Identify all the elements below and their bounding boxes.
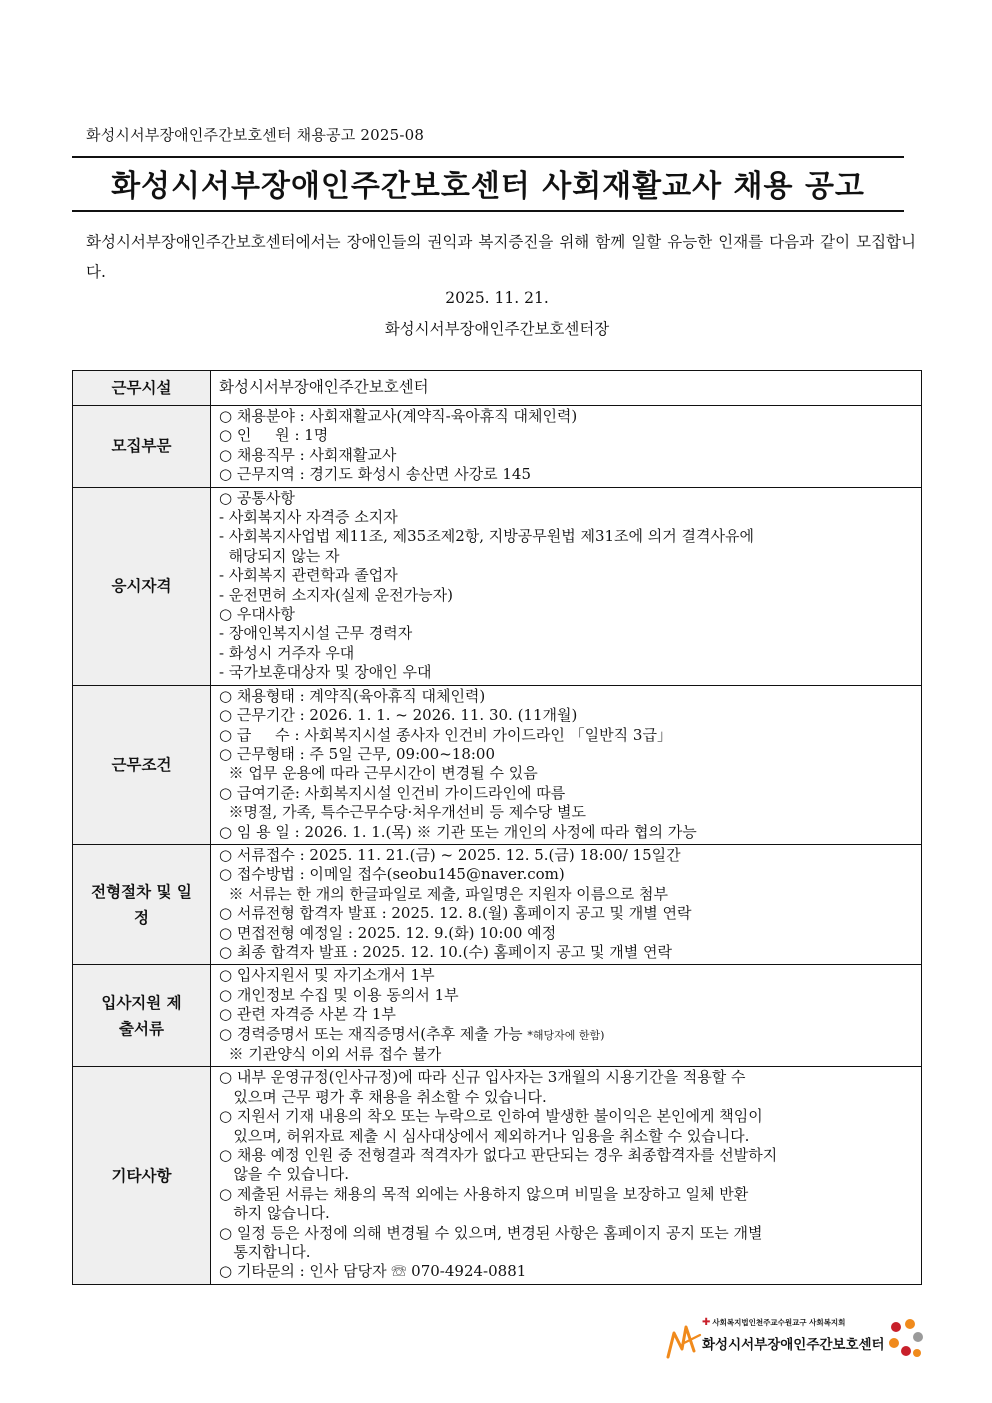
qualification-line: - 장애인복지시설 근무 경력자 — [219, 624, 413, 643]
issuer-name: 화성시서부장애인주간보호센터장 — [384, 320, 610, 338]
qualification-line: - 국가보훈대상자 및 장애인 우대 — [219, 663, 432, 682]
career-certificate-note: *해당자에 한함) — [527, 1028, 605, 1042]
table-row-documents — [73, 965, 922, 1067]
title-bottom-rule — [72, 210, 904, 212]
footer-organization — [664, 1313, 926, 1361]
page-title: 화성시서부장애인주간보호센터 사회재활교사 채용 공고 — [111, 169, 865, 204]
table-row-recruitment — [73, 406, 922, 488]
misc-line: 하지 않습니다. — [219, 1204, 330, 1223]
organization-sub-text: 사회복지법인천주교수원교구 사회복지회 — [712, 1318, 846, 1327]
table-row-qualifications — [73, 487, 922, 685]
condition-line: ○ 급여기준: 사회복지시설 인건비 가이드라인에 따름 — [219, 783, 566, 802]
row-header-conditions: 근무조건 — [73, 685, 211, 844]
organization-sub-label — [702, 1317, 845, 1328]
misc-line: 있으며 근무 평가 후 채용을 취소할 수 있습니다. — [219, 1087, 547, 1106]
misc-line: 않을 수 있습니다. — [219, 1165, 350, 1184]
intro-paragraph: 화성시서부장애인주간보호센터에서는 장애인들의 권익과 복지증진을 위해 함께 일할 유능한 인재를 다음과 같이 모집합니다. — [86, 233, 916, 281]
workplace-value: 화성시서부장애인주간보호센터 — [211, 371, 922, 406]
condition-line: ○ 임 용 일 : 2026. 1. 1.(목) ※ 기관 또는 개인의 사정에 따라 협의 가능 — [219, 822, 697, 841]
document-line: ○ 입사지원서 및 자기소개서 1부 — [219, 966, 435, 985]
misc-line: ○ 제출된 서류는 채용의 목적 외에는 사용하지 않으며 비밀을 보장하고 일체 반환 — [219, 1184, 749, 1203]
misc-line: 통지합니다. — [219, 1243, 311, 1262]
conditions-details — [211, 685, 922, 844]
misc-details — [211, 1067, 922, 1284]
row-header-qualifications: 응시자격 — [73, 487, 211, 685]
document-number: 화성시서부장애인주간보호센터 채용공고 2025-08 — [86, 126, 425, 144]
condition-line: ○ 급 수 : 사회복지시설 종사자 인건비 가이드라인 「일반직 3급」 — [219, 725, 672, 744]
document-line: ※ 기관양식 이외 서류 접수 불가 — [219, 1045, 442, 1063]
table-row-workplace — [73, 371, 922, 406]
qualification-line: - 사회복지 관련학과 졸업자 — [219, 566, 398, 585]
center-logo-icon — [664, 1321, 704, 1361]
qualification-line: 해당되지 않는 자 — [219, 546, 340, 565]
document-line-career — [219, 1025, 915, 1045]
qualification-line: - 운전면허 소지자(실제 운전가능자) — [219, 585, 453, 604]
recruit-field-line: ○ 채용분야 : 사회재활교사(계약직-육아휴직 대체인력) — [219, 407, 578, 425]
procedure-line: ※ 서류는 한 개의 한글파일로 제출, 파일명은 지원자 이름으로 첨부 — [219, 884, 668, 903]
document-line: ○ 관련 자격증 사본 각 1부 — [219, 1005, 396, 1024]
row-header-procedure: 전형절차 및 일정 — [73, 844, 211, 964]
condition-line: ※명절, 가족, 특수근무수당·처우개선비 등 제수당 별도 — [219, 803, 586, 822]
row-header-misc: 기타사항 — [73, 1067, 211, 1284]
organization-name: 화성시서부장애인주간보호센터 — [702, 1337, 885, 1353]
row-header-documents: 입사지원 제출서류 — [73, 965, 211, 1067]
procedure-line: ○ 서류전형 합격자 발표 : 2025. 12. 8.(월) 홈페이지 공고 및 개별 연락 — [219, 904, 692, 923]
recruit-duty-line: ○ 채용직무 : 사회재활교사 — [219, 445, 397, 464]
misc-line: 있으며, 허위자료 제출 시 심사대상에서 제외하거나 임용을 취소할 수 있습니다. — [219, 1126, 750, 1145]
qualifications-details — [211, 487, 922, 685]
procedure-details — [211, 844, 922, 964]
qualification-line: ○ 공통사항 — [219, 488, 295, 507]
condition-line: ※ 업무 운용에 따라 근무시간이 변경될 수 있음 — [219, 764, 538, 783]
announcement-date: 2025. 11. 21. — [445, 289, 549, 307]
row-header-recruitment: 모집부문 — [73, 406, 211, 488]
row-header-workplace: 근무시설 — [73, 371, 211, 406]
recruit-location-line: ○ 근무지역 : 경기도 화성시 송산면 사강로 145 — [219, 465, 531, 484]
procedure-line: ○ 최종 합격자 발표 : 2025. 12. 10.(수) 홈페이지 공고 및 개별 연락 — [219, 942, 673, 961]
misc-line: ○ 일정 등은 사정에 의해 변경될 수 있으며, 변경된 사항은 홈페이지 공지 또는 개별 — [219, 1223, 763, 1242]
procedure-line: ○ 서류접수 : 2025. 11. 21.(금) ~ 2025. 12. 5.(금) 18:00/ 15일간 — [219, 845, 681, 864]
qualification-line: - 사회복지사 자격증 소지자 — [219, 508, 398, 527]
qualification-line: - 화성시 거주자 우대 — [219, 643, 355, 662]
contact-line: ○ 기타문의 : 인사 담당자 ☏ 070-4924-0881 — [219, 1262, 527, 1281]
table-row-conditions — [73, 685, 922, 844]
career-certificate-text: ○ 경력증명서 또는 재직증명서(추후 제출 가능 — [219, 1024, 528, 1043]
title-top-rule — [72, 156, 904, 158]
misc-line: ○ 채용 예정 인원 중 전형결과 적격자가 없다고 판단되는 경우 최종합격자를 선발하지 — [219, 1146, 778, 1165]
cross-icon: ✚ — [702, 1317, 711, 1328]
documents-details — [211, 965, 922, 1067]
colored-people-icon — [886, 1317, 924, 1361]
qualification-line: - 사회복지사업법 제11조, 제35조제2항, 지방공무원법 제31조에 의거 결격사유에 — [219, 527, 754, 546]
recruitment-details — [211, 406, 922, 488]
condition-line: ○ 근무기간 : 2026. 1. 1. ~ 2026. 11. 30. (11개월) — [219, 706, 578, 725]
recruit-count-line: ○ 인 원 : 1명 — [219, 426, 329, 445]
condition-line: ○ 근무형태 : 주 5일 근무, 09:00~18:00 — [219, 744, 496, 763]
misc-line: ○ 내부 운영규정(인사규정)에 따라 신규 입사자는 3개월의 시용기간을 적용할 수 — [219, 1068, 746, 1087]
qualification-line: ○ 우대사항 — [219, 605, 295, 624]
document-line: ○ 개인정보 수집 및 이용 동의서 1부 — [219, 985, 459, 1004]
recruitment-info-table — [72, 370, 922, 1285]
procedure-line: ○ 접수방법 : 이메일 접수(seobu145@naver.com) — [219, 865, 565, 884]
table-row-procedure — [73, 844, 922, 964]
misc-line: ○ 지원서 기재 내용의 착오 또는 누락으로 인하여 발생한 불이익은 본인에게 책임이 — [219, 1107, 763, 1126]
table-row-misc — [73, 1067, 922, 1284]
procedure-line: ○ 면접전형 예정일 : 2025. 12. 9.(화) 10:00 예정 — [219, 923, 557, 942]
condition-line: ○ 채용형태 : 계약직(육아휴직 대체인력) — [219, 686, 486, 705]
